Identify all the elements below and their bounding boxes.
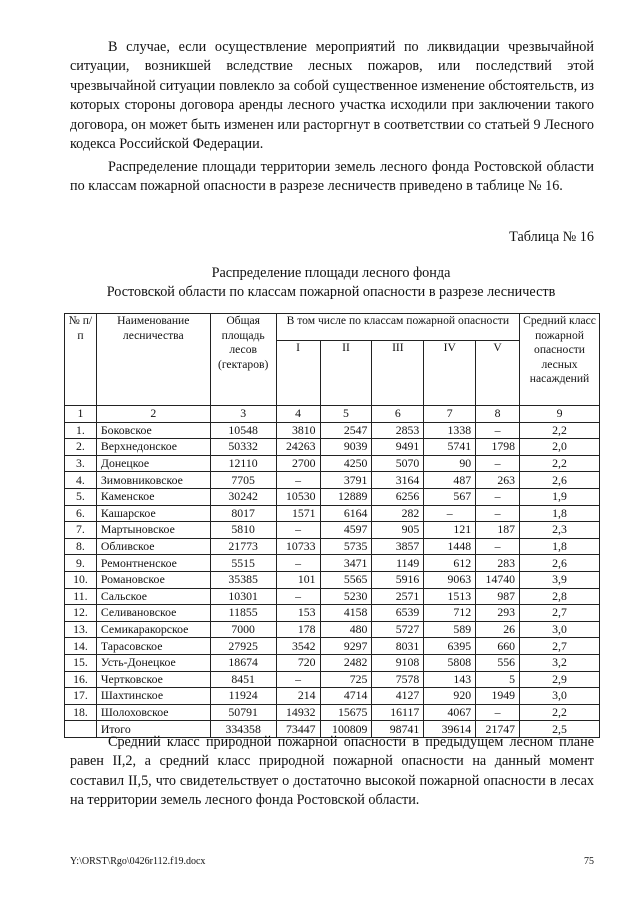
- forestry-name-cell: Романовское: [96, 571, 210, 588]
- table-cell: –: [476, 538, 520, 555]
- table-cell: 725: [320, 671, 372, 688]
- table-row: [65, 588, 600, 605]
- table-cell: 4250: [320, 455, 372, 472]
- table-cell: 1149: [372, 555, 424, 572]
- index-cell: 3: [210, 406, 276, 423]
- header-forestry-name: Наименование лесничества: [96, 314, 210, 406]
- table-cell: 24263: [276, 439, 320, 456]
- table-cell: 9297: [320, 638, 372, 655]
- table-cell: 153: [276, 605, 320, 622]
- table-cell: 5515: [210, 555, 276, 572]
- index-cell: 6: [372, 406, 424, 423]
- table-row: [65, 488, 600, 505]
- table-cell: 3,0: [520, 688, 600, 705]
- header-number: № п/п: [65, 314, 97, 406]
- table-cell: 11.: [65, 588, 97, 605]
- table-cell: 1448: [424, 538, 476, 555]
- table-cell: 50332: [210, 439, 276, 456]
- table-cell: 5: [476, 671, 520, 688]
- table-cell: 73447: [276, 721, 320, 738]
- table-cell: 2,6: [520, 555, 600, 572]
- table-cell: 5565: [320, 571, 372, 588]
- table-cell: 2853: [372, 422, 424, 439]
- table-row: [65, 439, 600, 456]
- forestry-name-cell: Шолоховское: [96, 704, 210, 721]
- table-cell: 3.: [65, 455, 97, 472]
- table-cell: 21773: [210, 538, 276, 555]
- table-cell: 2547: [320, 422, 372, 439]
- table-row: [65, 688, 600, 705]
- table-row: [65, 522, 600, 539]
- table-cell: 283: [476, 555, 520, 572]
- table-cell: 1571: [276, 505, 320, 522]
- forestry-name-cell: Тарасовское: [96, 638, 210, 655]
- table-cell: 5.: [65, 488, 97, 505]
- table-cell: 178: [276, 621, 320, 638]
- table-cell: 293: [476, 605, 520, 622]
- table-cell: 3857: [372, 538, 424, 555]
- table-cell: 10530: [276, 488, 320, 505]
- fire-danger-table: [64, 313, 600, 738]
- table-cell: 100809: [320, 721, 372, 738]
- table-cell: 8451: [210, 671, 276, 688]
- table-cell: 1.: [65, 422, 97, 439]
- table-cell: 101: [276, 571, 320, 588]
- table-cell: –: [276, 588, 320, 605]
- table-cell: –: [476, 505, 520, 522]
- table-cell: 612: [424, 555, 476, 572]
- index-cell: 1: [65, 406, 97, 423]
- forestry-name-cell: Семикаракорское: [96, 621, 210, 638]
- table-cell: 30242: [210, 488, 276, 505]
- table-cell: 15.: [65, 654, 97, 671]
- table-cell: 18.: [65, 704, 97, 721]
- table-cell: 2,9: [520, 671, 600, 688]
- table-cell: 9108: [372, 654, 424, 671]
- table-cell: 12.: [65, 605, 97, 622]
- table-cell: 6164: [320, 505, 372, 522]
- table-cell: 589: [424, 621, 476, 638]
- table-cell: 2,6: [520, 472, 600, 489]
- table-cell: 2,7: [520, 638, 600, 655]
- table-cell: 3471: [320, 555, 372, 572]
- table-cell: 3,2: [520, 654, 600, 671]
- table-cell: 5741: [424, 439, 476, 456]
- table-cell: 2,7: [520, 605, 600, 622]
- index-cell: 4: [276, 406, 320, 423]
- table-cell: 4714: [320, 688, 372, 705]
- table-cell: 14932: [276, 704, 320, 721]
- table-cell: 6.: [65, 505, 97, 522]
- forestry-name-cell: Шахтинское: [96, 688, 210, 705]
- table-row: [65, 704, 600, 721]
- table-row: [65, 654, 600, 671]
- paragraph-distribution-intro: Распределение площади территории земель лесного фонда Ростовской области по классам пожарной опасности в разрезе лесничеств приведено в таблице № 16.: [70, 159, 594, 195]
- forestry-name-cell: Ремонтненское: [96, 555, 210, 572]
- table-cell: 2,0: [520, 439, 600, 456]
- forestry-name-cell: Усть-Донецкое: [96, 654, 210, 671]
- table-cell: 6539: [372, 605, 424, 622]
- table-body: [65, 406, 600, 738]
- table-cell: –: [276, 472, 320, 489]
- table-cell: 11855: [210, 605, 276, 622]
- table-cell: 214: [276, 688, 320, 705]
- table-cell: –: [476, 488, 520, 505]
- table-cell: 10733: [276, 538, 320, 555]
- forestry-name-cell: Сальское: [96, 588, 210, 605]
- forestry-name-cell: Верхнедонское: [96, 439, 210, 456]
- table-cell: 35385: [210, 571, 276, 588]
- table-cell: 9491: [372, 439, 424, 456]
- table-row: [65, 605, 600, 622]
- table-row: [65, 505, 600, 522]
- table-cell: 8031: [372, 638, 424, 655]
- forestry-name-cell: Кашарское: [96, 505, 210, 522]
- table-index-row: [65, 406, 600, 423]
- table-row: [65, 621, 600, 638]
- forestry-name-cell: Каменское: [96, 488, 210, 505]
- table-cell: 4.: [65, 472, 97, 489]
- header-class-4: IV: [424, 341, 476, 406]
- table-cell: –: [476, 455, 520, 472]
- table-cell: 2,2: [520, 704, 600, 721]
- header-class-1: I: [276, 341, 320, 406]
- table-cell: 16.: [65, 671, 97, 688]
- table-row: [65, 571, 600, 588]
- table-cell: 27925: [210, 638, 276, 655]
- table-cell: 3542: [276, 638, 320, 655]
- table-cell: 712: [424, 605, 476, 622]
- table-cell: 121: [424, 522, 476, 539]
- forestry-name-cell: Зимовниковское: [96, 472, 210, 489]
- table-cell: 480: [320, 621, 372, 638]
- index-cell: 2: [96, 406, 210, 423]
- table-cell: –: [276, 522, 320, 539]
- table-cell: 5916: [372, 571, 424, 588]
- table-cell: 3810: [276, 422, 320, 439]
- table-cell: 1949: [476, 688, 520, 705]
- table-cell: 556: [476, 654, 520, 671]
- table-cell: 334358: [210, 721, 276, 738]
- table-cell: 13.: [65, 621, 97, 638]
- table-cell: –: [276, 671, 320, 688]
- table-cell: 143: [424, 671, 476, 688]
- header-class-3: III: [372, 341, 424, 406]
- table-cell: 21747: [476, 721, 520, 738]
- table-cell: 6395: [424, 638, 476, 655]
- table-cell: 2.: [65, 439, 97, 456]
- table-cell: 10548: [210, 422, 276, 439]
- table-cell: 2,2: [520, 422, 600, 439]
- table-cell: 26: [476, 621, 520, 638]
- forestry-name-cell: Селивановское: [96, 605, 210, 622]
- table-cell: 16117: [372, 704, 424, 721]
- table-cell: 5230: [320, 588, 372, 605]
- table-cell: 7000: [210, 621, 276, 638]
- table-cell: 2700: [276, 455, 320, 472]
- table-cell: 1,9: [520, 488, 600, 505]
- table-cell: 90: [424, 455, 476, 472]
- table-cell: 1,8: [520, 505, 600, 522]
- table-cell: 5808: [424, 654, 476, 671]
- forestry-name-cell: Боковское: [96, 422, 210, 439]
- table-cell: 9063: [424, 571, 476, 588]
- table-caption-line-2: Ростовской области по классам пожарной опасности в разрезе лесничеств: [106, 284, 556, 300]
- table-cell: 4158: [320, 605, 372, 622]
- table-cell: –: [476, 422, 520, 439]
- header-class-5: V: [476, 341, 520, 406]
- table-row: [65, 422, 600, 439]
- forestry-name-cell: Итого: [96, 721, 210, 738]
- table-cell: 2,3: [520, 522, 600, 539]
- table-cell: 2482: [320, 654, 372, 671]
- header-average-class: Средний класс пожарной опасности лесных насаждений: [520, 314, 600, 406]
- table-cell: 282: [372, 505, 424, 522]
- table-cell: 98741: [372, 721, 424, 738]
- table-row: [65, 555, 600, 572]
- table-cell: 50791: [210, 704, 276, 721]
- table-cell: 12889: [320, 488, 372, 505]
- table-cell: 5810: [210, 522, 276, 539]
- table-cell: –: [276, 555, 320, 572]
- table-cell: 920: [424, 688, 476, 705]
- table-cell: 14740: [476, 571, 520, 588]
- page-number: 75: [584, 856, 594, 867]
- table-cell: 1338: [424, 422, 476, 439]
- table-cell: 18674: [210, 654, 276, 671]
- table-cell: 8.: [65, 538, 97, 555]
- table-cell: 10301: [210, 588, 276, 605]
- table-cell: 9.: [65, 555, 97, 572]
- table-cell: 5070: [372, 455, 424, 472]
- table-cell: 2,5: [520, 721, 600, 738]
- table-cell: 3,9: [520, 571, 600, 588]
- table-cell: 39614: [424, 721, 476, 738]
- table-cell: 660: [476, 638, 520, 655]
- table-cell: 12110: [210, 455, 276, 472]
- table-cell: –: [476, 704, 520, 721]
- table-row: [65, 472, 600, 489]
- paragraph-conclusion: Средний класс природной пожарной опасности в предыдущем лесном плане равен II,2, а средний класс природной пожарной опасности на данный момент составил II,5, что свидетельствует о достаточно высокой пожарной опасности в лесах на территории земель лесного фонда Ростовской области.: [70, 734, 594, 809]
- table-cell: 1798: [476, 439, 520, 456]
- table-cell: 14.: [65, 638, 97, 655]
- table-cell: 1513: [424, 588, 476, 605]
- footer-file-path: Y:\ORST\Rgo\0426r112.f19.docx: [70, 856, 206, 867]
- table-cell: 1,8: [520, 538, 600, 555]
- table-cell: 7705: [210, 472, 276, 489]
- table-cell: 4127: [372, 688, 424, 705]
- table-cell: 5735: [320, 538, 372, 555]
- table-cell: 987: [476, 588, 520, 605]
- table-cell: 187: [476, 522, 520, 539]
- table-caption-line-1: Распределение площади лесного фонда: [211, 265, 451, 281]
- table-cell: 3,0: [520, 621, 600, 638]
- table-cell: 7.: [65, 522, 97, 539]
- forestry-name-cell: Чертковское: [96, 671, 210, 688]
- forestry-name-cell: Донецкое: [96, 455, 210, 472]
- table-cell: 17.: [65, 688, 97, 705]
- table-row: [65, 638, 600, 655]
- table-cell: 7578: [372, 671, 424, 688]
- index-cell: 7: [424, 406, 476, 423]
- table-cell: 10.: [65, 571, 97, 588]
- header-class-group: В том числе по классам пожарной опасности: [276, 314, 519, 341]
- table-row: [65, 671, 600, 688]
- table-cell: 567: [424, 488, 476, 505]
- table-cell: 2571: [372, 588, 424, 605]
- table-cell: 2,8: [520, 588, 600, 605]
- index-cell: 8: [476, 406, 520, 423]
- table-row: [65, 538, 600, 555]
- table-cell: 8017: [210, 505, 276, 522]
- index-cell: 5: [320, 406, 372, 423]
- header-total-area: Общая площадь лесов (гектаров): [210, 314, 276, 406]
- table-row: [65, 455, 600, 472]
- paragraph-emergency-lease: В случае, если осуществление мероприятий по ликвидации чрезвычайной ситуации, возникшей вследствие лесных пожаров, или последствий этой чрезвычайной ситуации повлекло за собой существенное изменение обстоятельств, из которых стороны договора аренды лесного участка исходили при заключении такого договора, он может быть изменен или расторгнут в соответствии со статьей 9 Лесного кодекса Российской Федерации.: [70, 39, 594, 153]
- table-cell: 720: [276, 654, 320, 671]
- table-cell: 3791: [320, 472, 372, 489]
- table-cell: 4597: [320, 522, 372, 539]
- table-cell: 6256: [372, 488, 424, 505]
- table-cell: 9039: [320, 439, 372, 456]
- table-cell: 263: [476, 472, 520, 489]
- table-cell: 487: [424, 472, 476, 489]
- header-class-2: II: [320, 341, 372, 406]
- table-cell: –: [424, 505, 476, 522]
- table-cell: 11924: [210, 688, 276, 705]
- table-cell: 4067: [424, 704, 476, 721]
- table-number-label: Таблица № 16: [509, 229, 594, 245]
- table-cell: 15675: [320, 704, 372, 721]
- table-cell: 3164: [372, 472, 424, 489]
- table-cell: 905: [372, 522, 424, 539]
- table-cell: 5727: [372, 621, 424, 638]
- table-cell: 2,2: [520, 455, 600, 472]
- index-cell: 9: [520, 406, 600, 423]
- table-header-row: [65, 314, 600, 341]
- forestry-name-cell: Мартыновское: [96, 522, 210, 539]
- forestry-name-cell: Обливское: [96, 538, 210, 555]
